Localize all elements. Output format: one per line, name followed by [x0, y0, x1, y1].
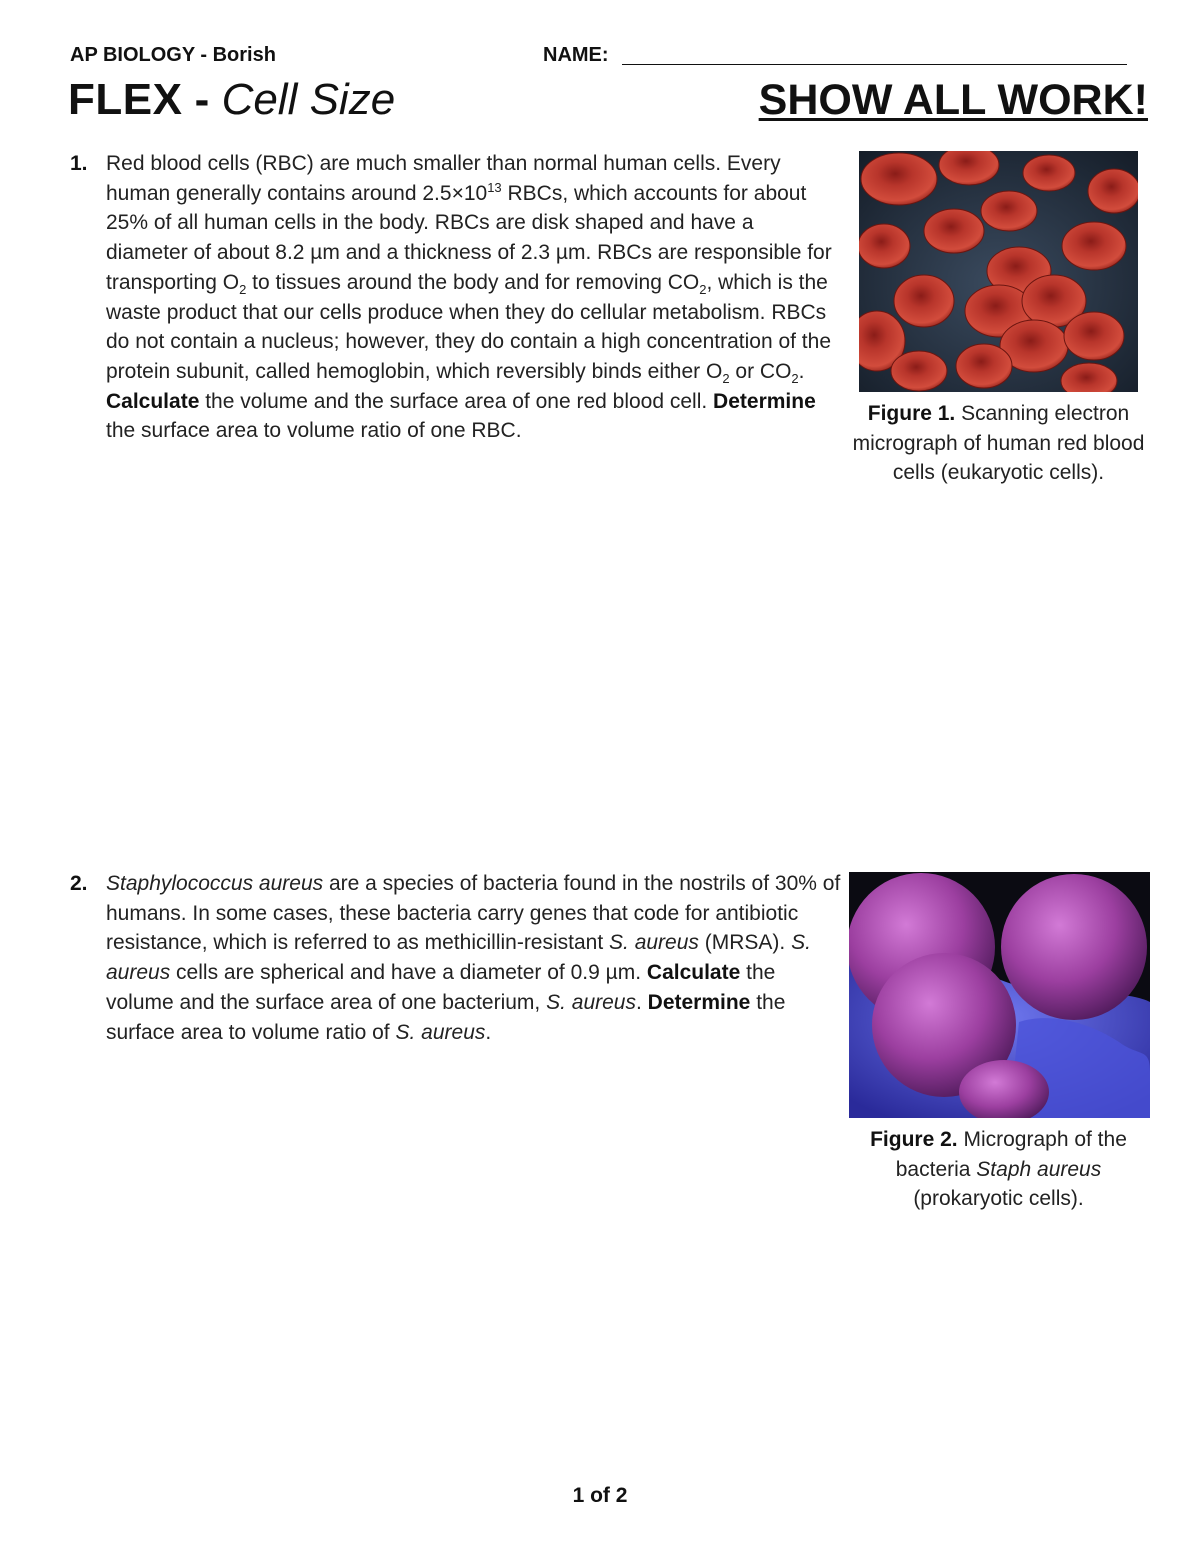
- course-label: AP BIOLOGY - Borish: [70, 44, 276, 66]
- question-2-number: 2.: [70, 872, 88, 895]
- figure-1-caption: Figure 1. Scanning electron micrograph of human red blood cells (eukaryotic cells).: [852, 402, 1145, 485]
- figure-1-rbc-micrograph: [859, 151, 1138, 392]
- show-all-work-heading: SHOW ALL WORK!: [758, 76, 1148, 124]
- name-label: NAME:: [543, 44, 609, 66]
- question-1-text: Red blood cells (RBC) are much smaller than normal human cells. Every human generally contains around $2.5\times 10^{13}$ RBCs, which accounts for about 25% of all human cells in the body. RBCs are disk shaped and have a diameter of about 8.2 µm and a thickness of 2.3 µm. RBCs are responsible for transporting $O_2$ to tissues around the body and for removing $CO_2$, which is the waste product that our cells produce when they do cellular metabolism. RBCs do not contain a nucleus; however, they do contain a high concentration of the protein subunit, called hemoglobin, which reversibly binds either $O_2$ or $CO_2$. Calculate the volume and the surface area of one red blood cell. Determine the surface area to volume ratio of one RBC.: [106, 152, 832, 443]
- title-topic: Cell Size: [221, 75, 396, 124]
- question-1-number: 1.: [70, 152, 88, 175]
- page-number: 1 of 2: [572, 1484, 628, 1507]
- figure-2-staph-micrograph: [849, 872, 1150, 1118]
- name-blank-line[interactable]: [622, 64, 1127, 65]
- title-flex: FLEX: [68, 75, 183, 124]
- question-2-text: Staphylococcus aureus are a species of bacteria found in the nostrils of 30% of humans. In some cases, these bacteria carry genes that code for antibiotic resistance, which is referred to as methicillin-resistant S. aureus (MRSA). S. aureus cells are spherical and have a diameter of 0.9 µm. Calculate the volume and the surface area of one bacterium, S. aureus. Determine the surface area to volume ratio of S. aureus.: [106, 872, 841, 1044]
- page-title: [68, 74, 395, 126]
- title-dash: -: [182, 75, 222, 124]
- figure-2-caption: Figure 2. Micrograph of the bacteria Staph aureus (prokaryotic cells).: [870, 1128, 1127, 1211]
